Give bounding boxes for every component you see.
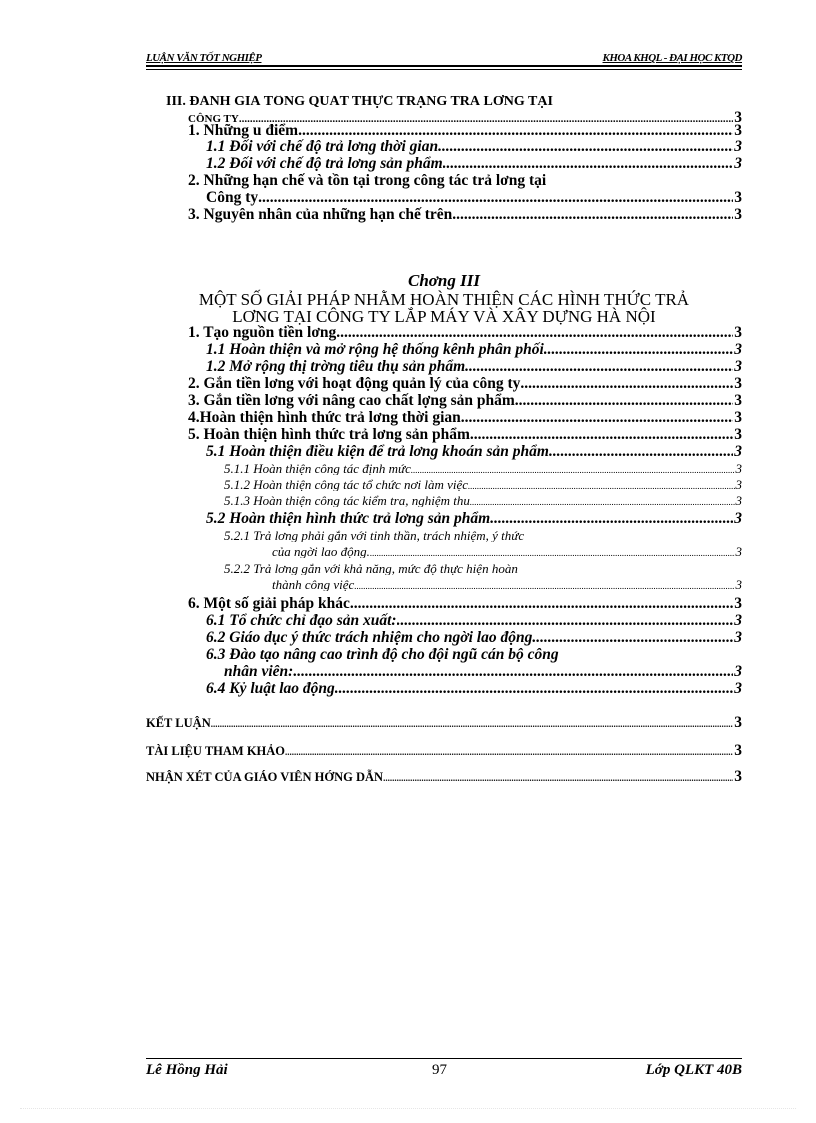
toc-entry: 2. Gắn tiền lơng với hoạt động quản lý của công ty ..... 3 <box>188 376 742 392</box>
toc-entry: KẾT LUẬN ..... 3 <box>146 715 742 731</box>
toc-section3-title-cont: CÔNG TY ..... 3 <box>188 110 742 126</box>
page-number: 97 <box>432 1062 447 1078</box>
toc-entry: nhân viên: ..... 3 <box>224 664 742 680</box>
toc-entry: của ngời lao động. ..... 3 <box>272 545 742 558</box>
toc-entry: 5.1.1 Hoàn thiện công tác định mức ..... 3 <box>224 462 742 475</box>
toc-entry: 5. Hoàn thiện hình thức trả lơng sản phẩm ..... 3 <box>188 427 742 443</box>
toc-entry: 1.1 Đối với chế độ trả lơng thời gian ..... 3 <box>206 139 742 155</box>
toc-entry: 5.1.2 Hoàn thiện công tác tổ chức nơi làm việc ..... 3 <box>224 478 742 491</box>
toc-entry: 5.2.1 Trả lơng phải gắn với tinh thần, trách nhiệm, ý thức <box>224 529 525 542</box>
bottom-dotted-border <box>20 1108 796 1109</box>
toc-entry: 1.2 Mở rộng thị trờng tiêu thụ sản phẩm ..... 3 <box>206 359 742 375</box>
toc-entry: 6.1 Tổ chức chỉ đạo sản xuất: ..... 3 <box>206 613 742 629</box>
toc-entry: 4.Hoàn thiện hình thức trả lơng thời gian ..... 3 <box>188 410 742 426</box>
toc-entry: TÀI LIỆU THAM KHẢO ..... 3 <box>146 743 742 759</box>
header-faculty-label: KHOA KHQL - ĐẠI HỌC KTQD <box>602 52 742 64</box>
toc-entry: 3. Nguyên nhân của những hạn chế trên ..... 3 <box>188 207 742 223</box>
toc-entry: 6. Một số giải pháp khác ..... 3 <box>188 596 742 612</box>
toc-entry: NHẬN XÉT CỦA GIÁO VIÊN HỚNG DẪN ..... 3 <box>146 769 742 785</box>
header-thesis-label: LUẬN VĂN TỐT NGHIỆP <box>146 52 262 64</box>
toc-entry: 1.2 Đối với chế độ trả lơng sản phẩm ..... 3 <box>206 156 742 172</box>
header-rule-thin <box>146 69 742 70</box>
toc-entry: 5.1.3 Hoàn thiện công tác kiểm tra, nghiệm thu ..... 3 <box>224 494 742 507</box>
toc-entry: 6.2 Giáo dục ý thức trách nhiệm cho ngời lao động ..... 3 <box>206 630 742 646</box>
toc-entry: thành công việc ..... 3 <box>272 578 742 591</box>
toc-entry: 2. Những hạn chế và tồn tại trong công tác trả lơng tại <box>188 173 547 189</box>
toc-entry: 6.4 Kỷ luật lao động ..... 3 <box>206 681 742 697</box>
toc-entry: 1.1 Hoàn thiện và mở rộng hệ thống kênh phân phối ..... 3 <box>206 342 742 358</box>
toc-entry: 5.2 Hoàn thiện hình thức trả lơng sản phẩm ..... 3 <box>206 511 742 527</box>
toc-entry: 5.2.2 Trả lơng gắn với khả năng, mức độ thực hiện hoàn <box>224 562 518 575</box>
footer-rule <box>146 1058 742 1059</box>
header-rule <box>146 65 742 67</box>
toc-section3-title: III. ĐÁNH GIÁ TỔNG QUÁT THỰC TRẠNG TRẢ LƠNG TẠI <box>166 95 553 109</box>
toc-entry: 6.3 Đào tạo nâng cao trình độ cho đội ngũ cán bộ công <box>206 647 559 663</box>
footer-class: Lớp QLKT 40B <box>645 1062 742 1078</box>
toc-entry: 3. Gắn tiền lơng với nâng cao chất lợng sản phẩm. ..... 3 <box>188 393 742 409</box>
toc-entry: 5.1 Hoàn thiện điều kiện để trả lơng khoán sản phẩm ..... 3 <box>206 444 742 460</box>
toc-entry: 1. Tạo nguồn tiền lơng ..... 3 <box>188 325 742 341</box>
chapter-title-line1: MỘT SỐ GIẢI PHÁP NHẰM HOÀN THIỆN CÁC HÌNH THỨC TRẢ <box>198 290 690 309</box>
chapter-label: Chơng III <box>408 271 480 290</box>
toc-entry: Công ty ..... 3 <box>206 190 742 206</box>
footer-author: Lê Hồng Hải <box>146 1062 228 1078</box>
toc-entry: 1. Những u điểm ..... 3 <box>188 123 742 139</box>
chapter-title-line2: LƠNG TẠI CÔNG TY LẮP MÁY VÀ XÂY DỰNG HÀ NỘI <box>232 307 656 326</box>
